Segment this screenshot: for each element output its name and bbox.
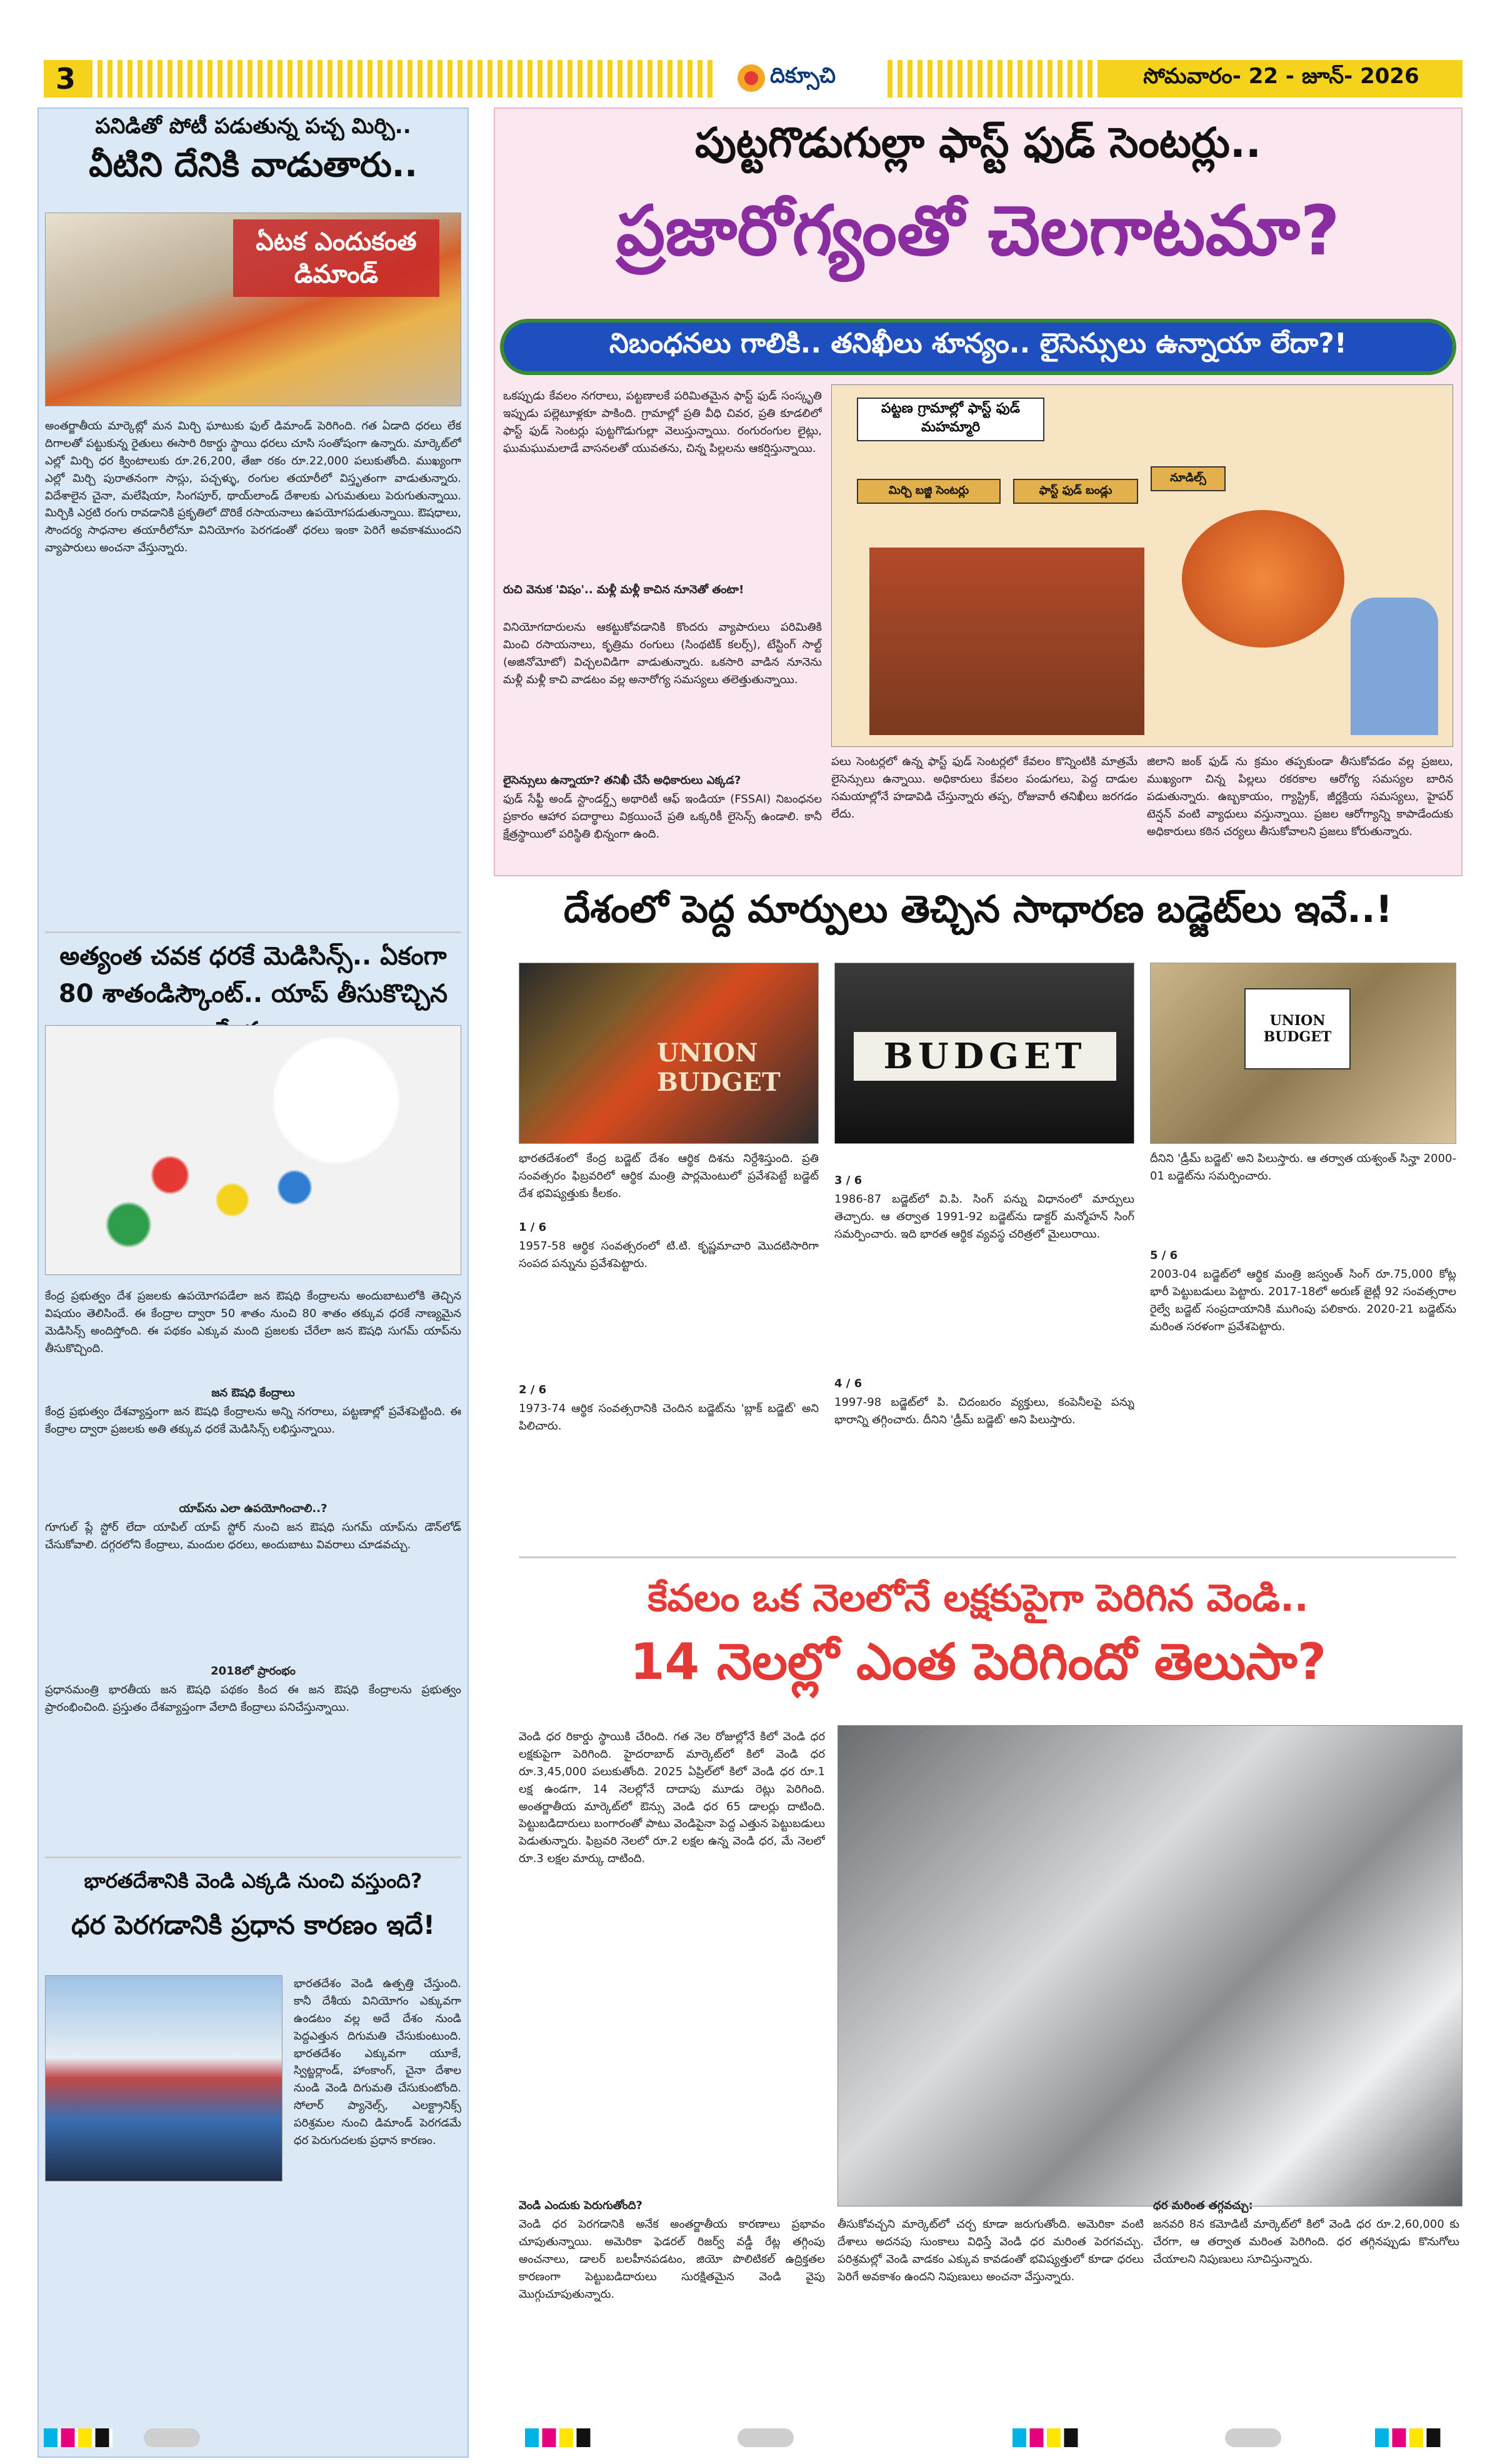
silver-source-body: భారతదేశం వెండి ఉత్పత్తి చేస్తుంది. కానీ దేశీయ వినియోగం ఎక్కువగా ఉండటం వల్ల అదే దేశం నుండి పెద్దఎత్తున దిగుమతి చేసుకుంటుంది. భారతదేశం ఎక్కువగా యూకే, స్విట్జర్లాండ్, హాంకాంగ్, చైనా దేశాల నుండి వెండి దిగుమతి చేసుకుంటోంది. సోలార్ ప్యానెల్స్, ఎలక్ట్రానిక్స్ పరిశ్రమల నుంచి డిమాండ్ పెరగడమే ధర పెరుగుదలకు ప్రధాన కారణం.: [294, 1977, 461, 2148]
issue-date: సోమవారం- 22 - జూన్- 2026: [1100, 60, 1462, 98]
fastfood-sub-taste: రుచి వెనుక 'విషం'.. మళ్లీ మళ్లీ కాచిన నూనెతో తంటా!: [503, 583, 744, 596]
silver-kicker: కేవలం ఒక నెలలోనే లక్షకుపైగా పెరిగిన వెండి..: [648, 1576, 1309, 1620]
budget-image-3: [1150, 963, 1456, 1144]
budget-item-2: 2 / 6: [519, 1383, 547, 1396]
print-color-bar: [1012, 2428, 1081, 2447]
silver-source-title: భారతదేశానికి వెండి ఎక్కడి నుంచి వస్తుంది?: [84, 1869, 422, 1893]
cartoon-banner: పట్టణ గ్రామాల్లో ఫాస్ట్ ఫుడ్ మహమ్మారి: [857, 398, 1044, 441]
medicine-title: అత్యంత చవక ధరకే మెడిసిన్స్.. ఏకంగా 80 శాతండిస్కౌంట్.. యాప్ తీసుకొచ్చిన: [58, 942, 448, 1008]
print-color-bar: [525, 2428, 594, 2447]
divider: [45, 1856, 461, 1858]
silver-body-3: తీసుకోవచ్చని మార్కెట్‌లో చర్చ కూడా జరుగుతోంది. అమెరికా వంటి దేశాలు అదనపు సుంకాలు విధిస్తే వెండి ధర మరింత పెరగవచ్చు. పరిశ్రమల్లో వెండి వాడకం ఎక్కువ కావడంతో భవిష్యత్తులో కూడా ధరలు పెరిగే అవకాశం ఉందని నిపుణులు అంచనా వేస్తున్నారు.: [838, 2218, 1144, 2283]
divider: [519, 1556, 1456, 1558]
fastfood-body-5: జిలాని జంక్ ఫుడ్ ను క్రమం తప్పకుండా తీసుకోవడం వల్ల ప్రజలు, ముఖ్యంగా చిన్న పిల్లలు రకరకాల ఆరోగ్య సమస్యల బారిన పడుతున్నారు. ఉబ్బకాయం, గ్యాస్ట్రిక్, జీర్ణక్రియ సమస్యలు, హైపర్ టెన్షన్ వంటి వ్యాధులు వస్తున్నాయి. ప్రజల ఆరోగ్యాన్ని కాపాడేందుకు అధికారులు కఠిన చర్యలు తీసుకోవాలని ప్రజలు కోరుతున్నారు.: [1147, 755, 1453, 838]
compass-logo-icon: [738, 64, 765, 92]
fastfood-sub-license: లైసెన్సులు ఉన్నాయా? తనిఖీ చేసే అధికారులు ఎక్కడ?: [503, 774, 741, 787]
print-registration-pill: [1225, 2428, 1281, 2447]
fastfood-strap: నిబంధనలు గాలికి.. తనిఖీలు శూన్యం.. లైసెన్సులు ఉన్నాయా లేదా?!: [500, 319, 1456, 375]
budget-item-5: 5 / 6: [1150, 1249, 1178, 1262]
junk-food-monster-illustration: [1182, 510, 1344, 648]
fastfood-body-1: ఒకప్పుడు కేవలం నగరాలు, పట్టణాలకే పరిమితమైన ఫాస్ట్ ఫుడ్ సంస్కృతి ఇప్పుడు పల్లెటూళ్లకూ పాకింది. గ్రామాల్లో ప్రతి వీధి చివర, ప్రతి కూడలిలో ఫాస్ట్ ఫుడ్ సెంటర్లు పుట్టగొడుగుల్లా వెలుస్తున్నాయి. రంగురంగుల లైట్లు, ఘుమఘుమలాడే వాసనలతో యువతను, చిన్న పిల్లలను ఆకర్షిస్తున్నాయి.: [503, 389, 822, 455]
fastfood-body-2: వినియోగదారులను ఆకట్టుకోవడానికి కొందరు వ్యాపారులు పరిమితికి మించి రసాయనాలు, కృత్రిమ రంగులు (సింథటిక్ కలర్స్), టేస్టింగ్ సాల్ట్ (అజినోమోటో) విచ్చలవిడిగా వాడుతున్నారు. ఒకసారి వాడిన నూనెను మళ్లీ మళ్లీ కాచి వాడటం వల్ల అనారోగ్య సమస్యలు తలెత్తుతున్నాయి.: [503, 621, 822, 686]
header-strip-left: [88, 60, 712, 98]
medicine-body: కేంద్ర ప్రభుత్వం దేశ ప్రజలకు ఉపయోగపడేలా జన ఔషధి కేంద్రాలను అందుబాటులోకి తెచ్చిన విషయం తెలిసిందే. ఈ కేంద్రాల ద్వారా 50 శాతం నుంచి 80 శాతం తక్కువ ధరకే నాణ్యమైన మెడిసిన్స్ అందిస్తోంది. ఈ పథకం ఎక్కువ మంది ప్రజలకు చేరేలా జన ఔషధి సుగమ్ యాప్‌ను తీసుకొచ్చింది.: [45, 1290, 461, 1355]
header-strip-right: [888, 60, 1100, 98]
chilli-kicker: పనిడితో పోటీ పడుతున్న పచ్చ మిర్చి..: [95, 114, 411, 139]
stall-sign-3: నూడిల్స్: [1151, 466, 1226, 491]
fastfood-kicker: పుట్టగొడుగుల్లా ఫాస్ట్ ఫుడ్ సెంటర్లు..: [695, 119, 1261, 167]
print-color-bar: [1375, 2428, 1444, 2447]
budget-image-1-label: UNION BUDGET: [657, 1038, 781, 1097]
divider: [45, 931, 461, 933]
chilli-image-overlay: ఏటక ఎందుకంత డిమాండ్: [233, 219, 439, 297]
brand-name: దిక్సూచి: [770, 63, 836, 88]
budget-image-2-label: BUDGET: [854, 1032, 1116, 1081]
stall-sign-1: మిర్చి బజ్జి సెంటర్లు: [857, 479, 1001, 504]
silver-caption: ధర మరింత తగ్గవచ్చు:: [1153, 2199, 1253, 2212]
fastfood-cartoon: [831, 384, 1453, 747]
medicine-sub-centers: జన ఔషధి కేంద్రాలు: [211, 1386, 295, 1400]
print-registration-pill: [738, 2428, 794, 2447]
budget-col2-b: 1997-98 బడ్జెట్‌లో పి. చిదంబరం వ్యక్తులు, కంపెనీలపై పన్ను భారాన్ని తగ్గించారు. దీనిని 'డ్రీమ్ బడ్జెట్' అని పిలుస్తారు.: [834, 1396, 1134, 1426]
medicine-body-2: కేంద్ర ప్రభుత్వం దేశవ్యాప్తంగా జన ఔషధి కేంద్రాలను అన్ని నగరాలు, పట్టణాల్లో ప్రవేశపెట్టింది. ఈ కేంద్రాల ద్వారా ప్రజలకు అతి తక్కువ ధరకే మెడిసిన్స్ లభిస్తున్నాయి.: [45, 1405, 461, 1436]
silver-source-subtitle: ధర పెరగడానికి ప్రధాన కారణం ఇదే!: [71, 1910, 436, 1940]
budget-image-2: [834, 963, 1134, 1144]
budget-image-1: [519, 963, 819, 1144]
medicine-body-4: ప్రధానమంత్రి భారతీయ జన ఔషధి పథకం కింద ఈ జన ఔషధి కేంద్రాలను ప్రభుత్వం ప్రారంభించింది. ప్రస్తుతం దేశవ్యాప్తంగా వేలాది కేంద్రాలు పనిచేస్తున్నాయి.: [45, 1683, 461, 1714]
silver-sub-why: వెండి ఎందుకు పెరుగుతోంది?: [519, 2199, 642, 2212]
silver-body-2: వెండి ధర పెరగడానికి అనేక అంతర్జాతీయ కారణాలు ప్రభావం చూపుతున్నాయి. అమెరికా ఫెడరల్ రిజర్వ్ వడ్డీ రేట్ల తగ్గింపు అంచనాలు, డాలర్ బలహీనపడటం, జియో పొలిటికల్ ఉద్రిక్తతల కారణంగా పెట్టుబడిదారులు సురక్షితమైన వెండి వైపు మొగ్గుచూపుతున్నారు.: [519, 2218, 825, 2301]
silver-bars-image: [838, 1725, 1462, 2206]
silver-body: వెండి ధర రికార్డు స్థాయికి చేరింది. గత నెల రోజుల్లోనే కిలో వెండి ధర లక్షకుపైగా పెరిగింది. హైదరాబాద్ మార్కెట్‌లో కిలో వెండి ధర రూ.3,45,000 పలుకుతోంది. 2025 ఏప్రిల్‌లో కిలో వెండి ధర రూ.1 లక్ష ఉండగా, 14 నెలల్లోనే దాదాపు మూడు రెట్లు పెరిగింది. అంతర్జాతీయ మార్కెట్‌లో ఔన్సు వెండి ధర 65 డాలర్లు దాటింది. పెట్టుబడిదారులు బంగారంతో పాటు వెండిపైనా పెద్ద ఎత్తున పెట్టుబడులు పెడుతున్నారు. ఫిబ్రవరి నెలలో రూ.2 లక్షల ఉన్న వెండి ధర, మే నెలలో రూ.3 లక్షల మార్కు దాటింది.: [519, 1730, 825, 1866]
budget-col3-b: 2003-04 బడ్జెట్‌లో ఆర్థిక మంత్రి జస్వంత్ సింగ్ రూ.75,000 కోట్ల భారీ పెట్టుబడులు పెట్టారు. 2017-18లో అరుణ్ జైట్లీ 92 సంవత్సరాల రైల్వే బడ్జెట్ సంప్రదాయానికి ముగింపు పలికారు. 2020-21 బడ్జెట్‌ను మరింత సరళంగా ప్రవేశపెట్టారు.: [1150, 1268, 1456, 1333]
people-illustration: [1351, 598, 1438, 735]
stall-sign-2: ఫాస్ట్ ఫుడ్ బండ్లు: [1013, 479, 1138, 504]
silver-body-4: జనవరి 8న కమోడిటీ మార్కెట్‌లో కిలో వెండి ధర రూ.2,60,000 కు చేరగా, ఆ తర్వాత మరింత పెరిగింది. ధర తగ్గినప్పుడు కొనుగోలు చేయాలని నిపుణులు సూచిస్తున్నారు.: [1153, 2218, 1459, 2266]
budget-item-1: 1 / 6: [519, 1221, 547, 1234]
budget-item-3: 3 / 6: [834, 1174, 862, 1187]
print-color-bar: [44, 2428, 112, 2447]
budget-item-4: 4 / 6: [834, 1377, 862, 1390]
budget-col2: 1986-87 బడ్జెట్‌లో వి.పి. సింగ్ పన్ను విధానంలో మార్పులు తెచ్చారు. ఆ తర్వాత 1991-92 బడ్జెట్‌ను డాక్టర్ మన్మోహన్ సింగ్ సమర్పించారు. ఇది భారత ఆర్థిక వ్యవస్థ చరిత్రలో మైలురాయి.: [834, 1193, 1134, 1241]
food-stalls-illustration: [869, 548, 1144, 735]
chilli-title: వీటిని దేనికి వాడుతారు..: [89, 145, 418, 184]
medicine-pills-image: [45, 1025, 461, 1275]
budget-image-3-label: UNION BUDGET: [1244, 988, 1351, 1069]
page-number: 3: [44, 60, 88, 98]
silver-headline: 14 నెలల్లో ఎంత పెరిగిందో తెలుసా?: [629, 1633, 1327, 1691]
chilli-body: అంతర్జాతీయ మార్కెట్లో మన మిర్చి ఘాటుకు ఫుల్ డిమాండ్ పెరిగింది. గత ఏడాది ధరలు లేక దిగాలతో పట్టుకున్న రైతులు ఈసారి రికార్డు స్థాయి ధరలు చూసి సంతోషంగా ఉన్నారు. మార్కెట్‌లో ఎల్లో మిర్చి ధర క్వింటాలుకు రూ.26,200, తేజా రకం రూ.22,000 పలుకుతోంది. ముఖ్యంగా ఎల్లో మిర్చి పురాతనంగా సాస్లు, పచ్చళ్ళు, రంగుల తయారీలో విస్తృతంగా వాడుతున్నారు. విదేశాలైన చైనా, మలేషియా, సింగపూర్, థాయ్‌లాండ్ దేశాలకు ఎగుమతులు పెరుగుతున్నాయి. మిర్చికి ఎర్రటి రంగు రావడానికి ప్రకృతిలో దొరికే రసాయనాలు ఉపయోగపడుతున్నాయి. ఔషధాలు, సౌందర్య సాధనాల తయారీలోనూ వినియోగం పెరగడంతో ధరలు ఇంకా పెరిగే అవకాశముందని వ్యాపారులు అంచనా వేస్తున్నారు.: [45, 419, 461, 555]
fastfood-headline: ప్రజారోగ్యంతో చెలగాటమా?: [616, 191, 1340, 271]
fastfood-body-3: ఫుడ్ సేఫ్టీ అండ్ స్టాండర్డ్స్ అథారిటీ ఆఫ్ ఇండియా (FSSAI) నిబంధనల ప్రకారం ఆహార పదార్థాలు విక్రయించే ప్రతి ఒక్కరికీ లైసెన్స్ ఉండాలి. కానీ క్షేత్రస్థాయిలో పరిస్థితి భిన్నంగా ఉంది.: [503, 793, 822, 841]
budget-col1-c: 1973-74 ఆర్థిక సంవత్సరానికి చెందిన బడ్జెట్‌ను 'బ్లాక్ బడ్జెట్' అని పిలిచారు.: [519, 1402, 819, 1433]
budget-col1-b: 1957-58 ఆర్థిక సంవత్సరంలో టి.టి. కృష్ణమాచారి మొదటిసారిగా సంపద పన్నును ప్రవేశపెట్టారు.: [519, 1240, 819, 1270]
medicine-body-3: గూగుల్ ప్లే స్టోర్ లేదా యాపిల్ యాప్ స్టోర్ నుంచి జన ఔషధి సుగమ్ యాప్‌ను డౌన్‌లోడ్ చేసుకోవాలి. దగ్గరలోని కేంద్రాలు, మందుల ధరలు, అందుబాటు వివరాలు చూడవచ్చు.: [45, 1521, 461, 1551]
budget-col1-intro: భారతదేశంలో కేంద్ర బడ్జెట్ దేశం ఆర్థిక దిశను నిర్దేశిస్తుంది. ప్రతి సంవత్సరం ఫిబ్రవరిలో ఆర్థిక మంత్రి పార్లమెంటులో ప్రవేశపెట్టే బడ్జెట్ దేశ భవిష్యత్తుకు కీలకం.: [519, 1152, 819, 1200]
masthead-logo: [738, 58, 875, 99]
port-containers-image: [45, 1975, 282, 2181]
print-registration-pill: [144, 2428, 200, 2447]
fastfood-body-4: పలు సెంటర్లలో ఉన్న ఫాస్ట్ ఫుడ్ సెంటర్లలో కేవలం కొన్నింటికి మాత్రమే లైసెన్సులు ఉన్నాయి. అధికారులు కేవలం పండుగలు, పెద్ద దాడుల సమయాల్లోనే హడావిడి చేస్తున్నారు తప్ప, రోజువారీ తనిఖీలు జరగడం లేదు.: [831, 755, 1138, 821]
medicine-sub-app: యాప్‌ను ఎలా ఉపయోగించాలి..?: [179, 1502, 328, 1515]
medicine-sub-2018: 2018లో ప్రారంభం: [211, 1665, 296, 1678]
budget-headline: దేశంలో పెద్ద మార్పులు తెచ్చిన సాధారణ బడ్జెట్‌లు ఇవే..!: [563, 888, 1393, 931]
chilli-image: [45, 213, 461, 406]
budget-col3: దీనిని 'డ్రీమ్ బడ్జెట్' అని పిలుస్తారు. ఆ తర్వాత యశ్వంత్ సిన్హా 2000-01 బడ్జెట్‌ను సమర్పించారు.: [1150, 1152, 1456, 1183]
